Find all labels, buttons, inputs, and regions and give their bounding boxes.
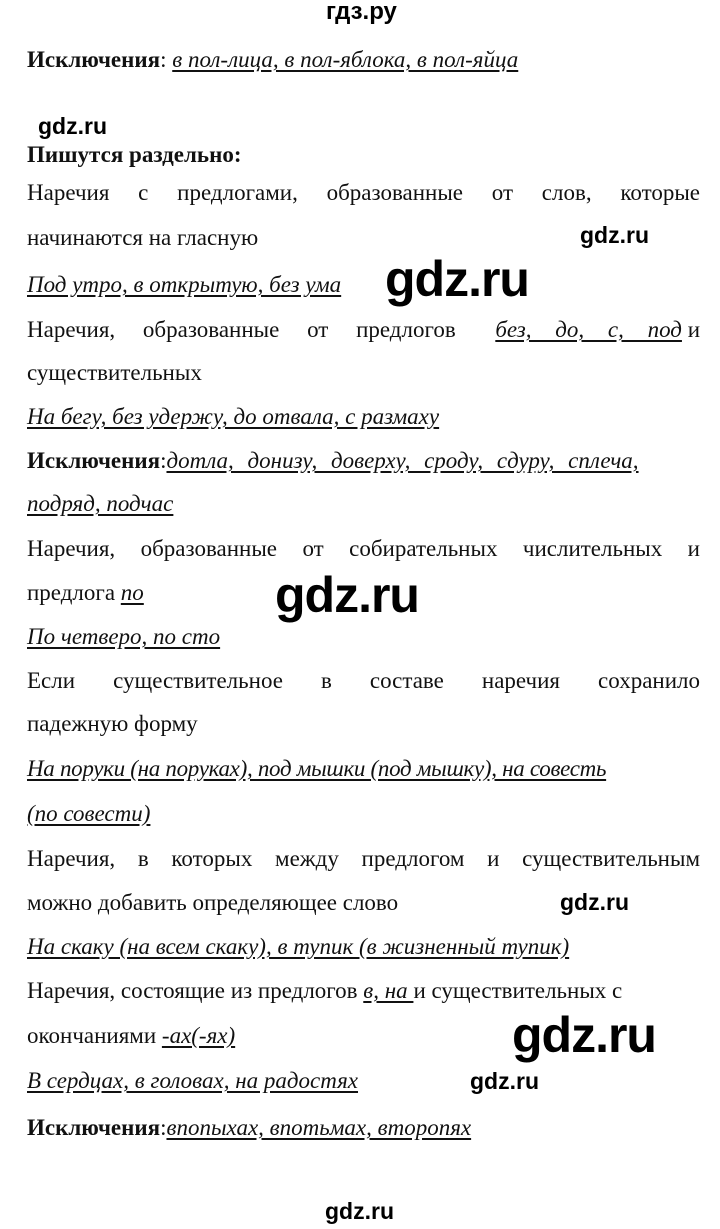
example-line	[27, 755, 606, 783]
example: В сердцах, в головах, на радостях	[27, 1068, 359, 1093]
text: предлога	[27, 580, 121, 605]
text-line	[27, 1022, 235, 1050]
text: и существительных с	[413, 978, 623, 1003]
sep: :	[160, 1115, 167, 1140]
example: (по совести)	[27, 801, 151, 826]
site-title: гдз.ру	[326, 0, 397, 25]
example: по	[120, 580, 144, 605]
text-line: падежную форму	[27, 711, 198, 736]
example: -ах(-ях)	[161, 1023, 236, 1048]
exceptions-line-3	[27, 1114, 471, 1142]
example-line	[27, 623, 220, 651]
example: в пол-лица, в пол-яблока, в пол-яйца	[172, 47, 519, 72]
example-line	[27, 403, 439, 431]
label: Исключения	[27, 1115, 161, 1140]
example: На бегу, без удержу, до отвала, с размаху	[27, 404, 440, 429]
text-line: Наречия с предлогами, образованные от слов, которые	[27, 180, 700, 205]
watermark: gdz.ru	[325, 1198, 394, 1224]
example-line	[27, 1067, 358, 1095]
text: окончаниями	[27, 1023, 162, 1048]
example: дотла, донизу, доверху, сроду, сдуру, сплеча,	[166, 448, 639, 473]
text: и	[687, 317, 700, 342]
text-line	[27, 977, 622, 1005]
text-line: начинаются на гласную	[27, 225, 259, 250]
exceptions-line-2	[27, 447, 639, 475]
example-line	[27, 933, 569, 961]
example-line	[27, 271, 341, 299]
watermark: gdz.ru	[38, 113, 107, 139]
watermark: gdz.ru	[385, 251, 529, 307]
example-line	[27, 490, 173, 518]
text: Наречия, образованные от предлогов	[27, 317, 456, 342]
example: без, до, с, под	[495, 317, 682, 342]
text-line: Наречия, в которых между предлогом и существительным	[27, 846, 700, 871]
example: впопыхах, впотьмах, второпях	[166, 1115, 472, 1140]
watermark: gdz.ru	[275, 567, 419, 623]
example: На поруки (на поруках), под мышки (под мышку), на совесть	[27, 756, 607, 781]
text-line	[27, 316, 700, 344]
text-line	[27, 579, 144, 607]
exceptions-line-1	[27, 46, 518, 74]
example: в, на	[363, 978, 414, 1003]
section-heading: Пишутся раздельно:	[27, 142, 242, 167]
text: Наречия, состоящие из предлогов	[27, 978, 364, 1003]
watermark: gdz.ru	[512, 1007, 656, 1063]
example: Под утро, в открытую, без ума	[27, 272, 342, 297]
label: Исключения	[27, 47, 161, 72]
text-line: Если существительное в составе наречия сохранило	[27, 668, 700, 693]
sep: :	[160, 47, 173, 72]
watermark: gdz.ru	[470, 1068, 539, 1094]
watermark: gdz.ru	[560, 889, 629, 915]
example: На скаку (на всем скаку), в тупик (в жизненный тупик)	[27, 934, 570, 959]
example-line	[27, 800, 150, 828]
text-line: существительных	[27, 360, 202, 385]
text-line: можно добавить определяющее слово	[27, 890, 399, 915]
watermark: gdz.ru	[580, 222, 649, 248]
label: Исключения	[27, 448, 161, 473]
text-line: Наречия, образованные от собирательных числительных и	[27, 536, 700, 561]
example: подряд, подчас	[27, 491, 174, 516]
example: По четверо, по сто	[27, 624, 221, 649]
sep: :	[160, 448, 167, 473]
